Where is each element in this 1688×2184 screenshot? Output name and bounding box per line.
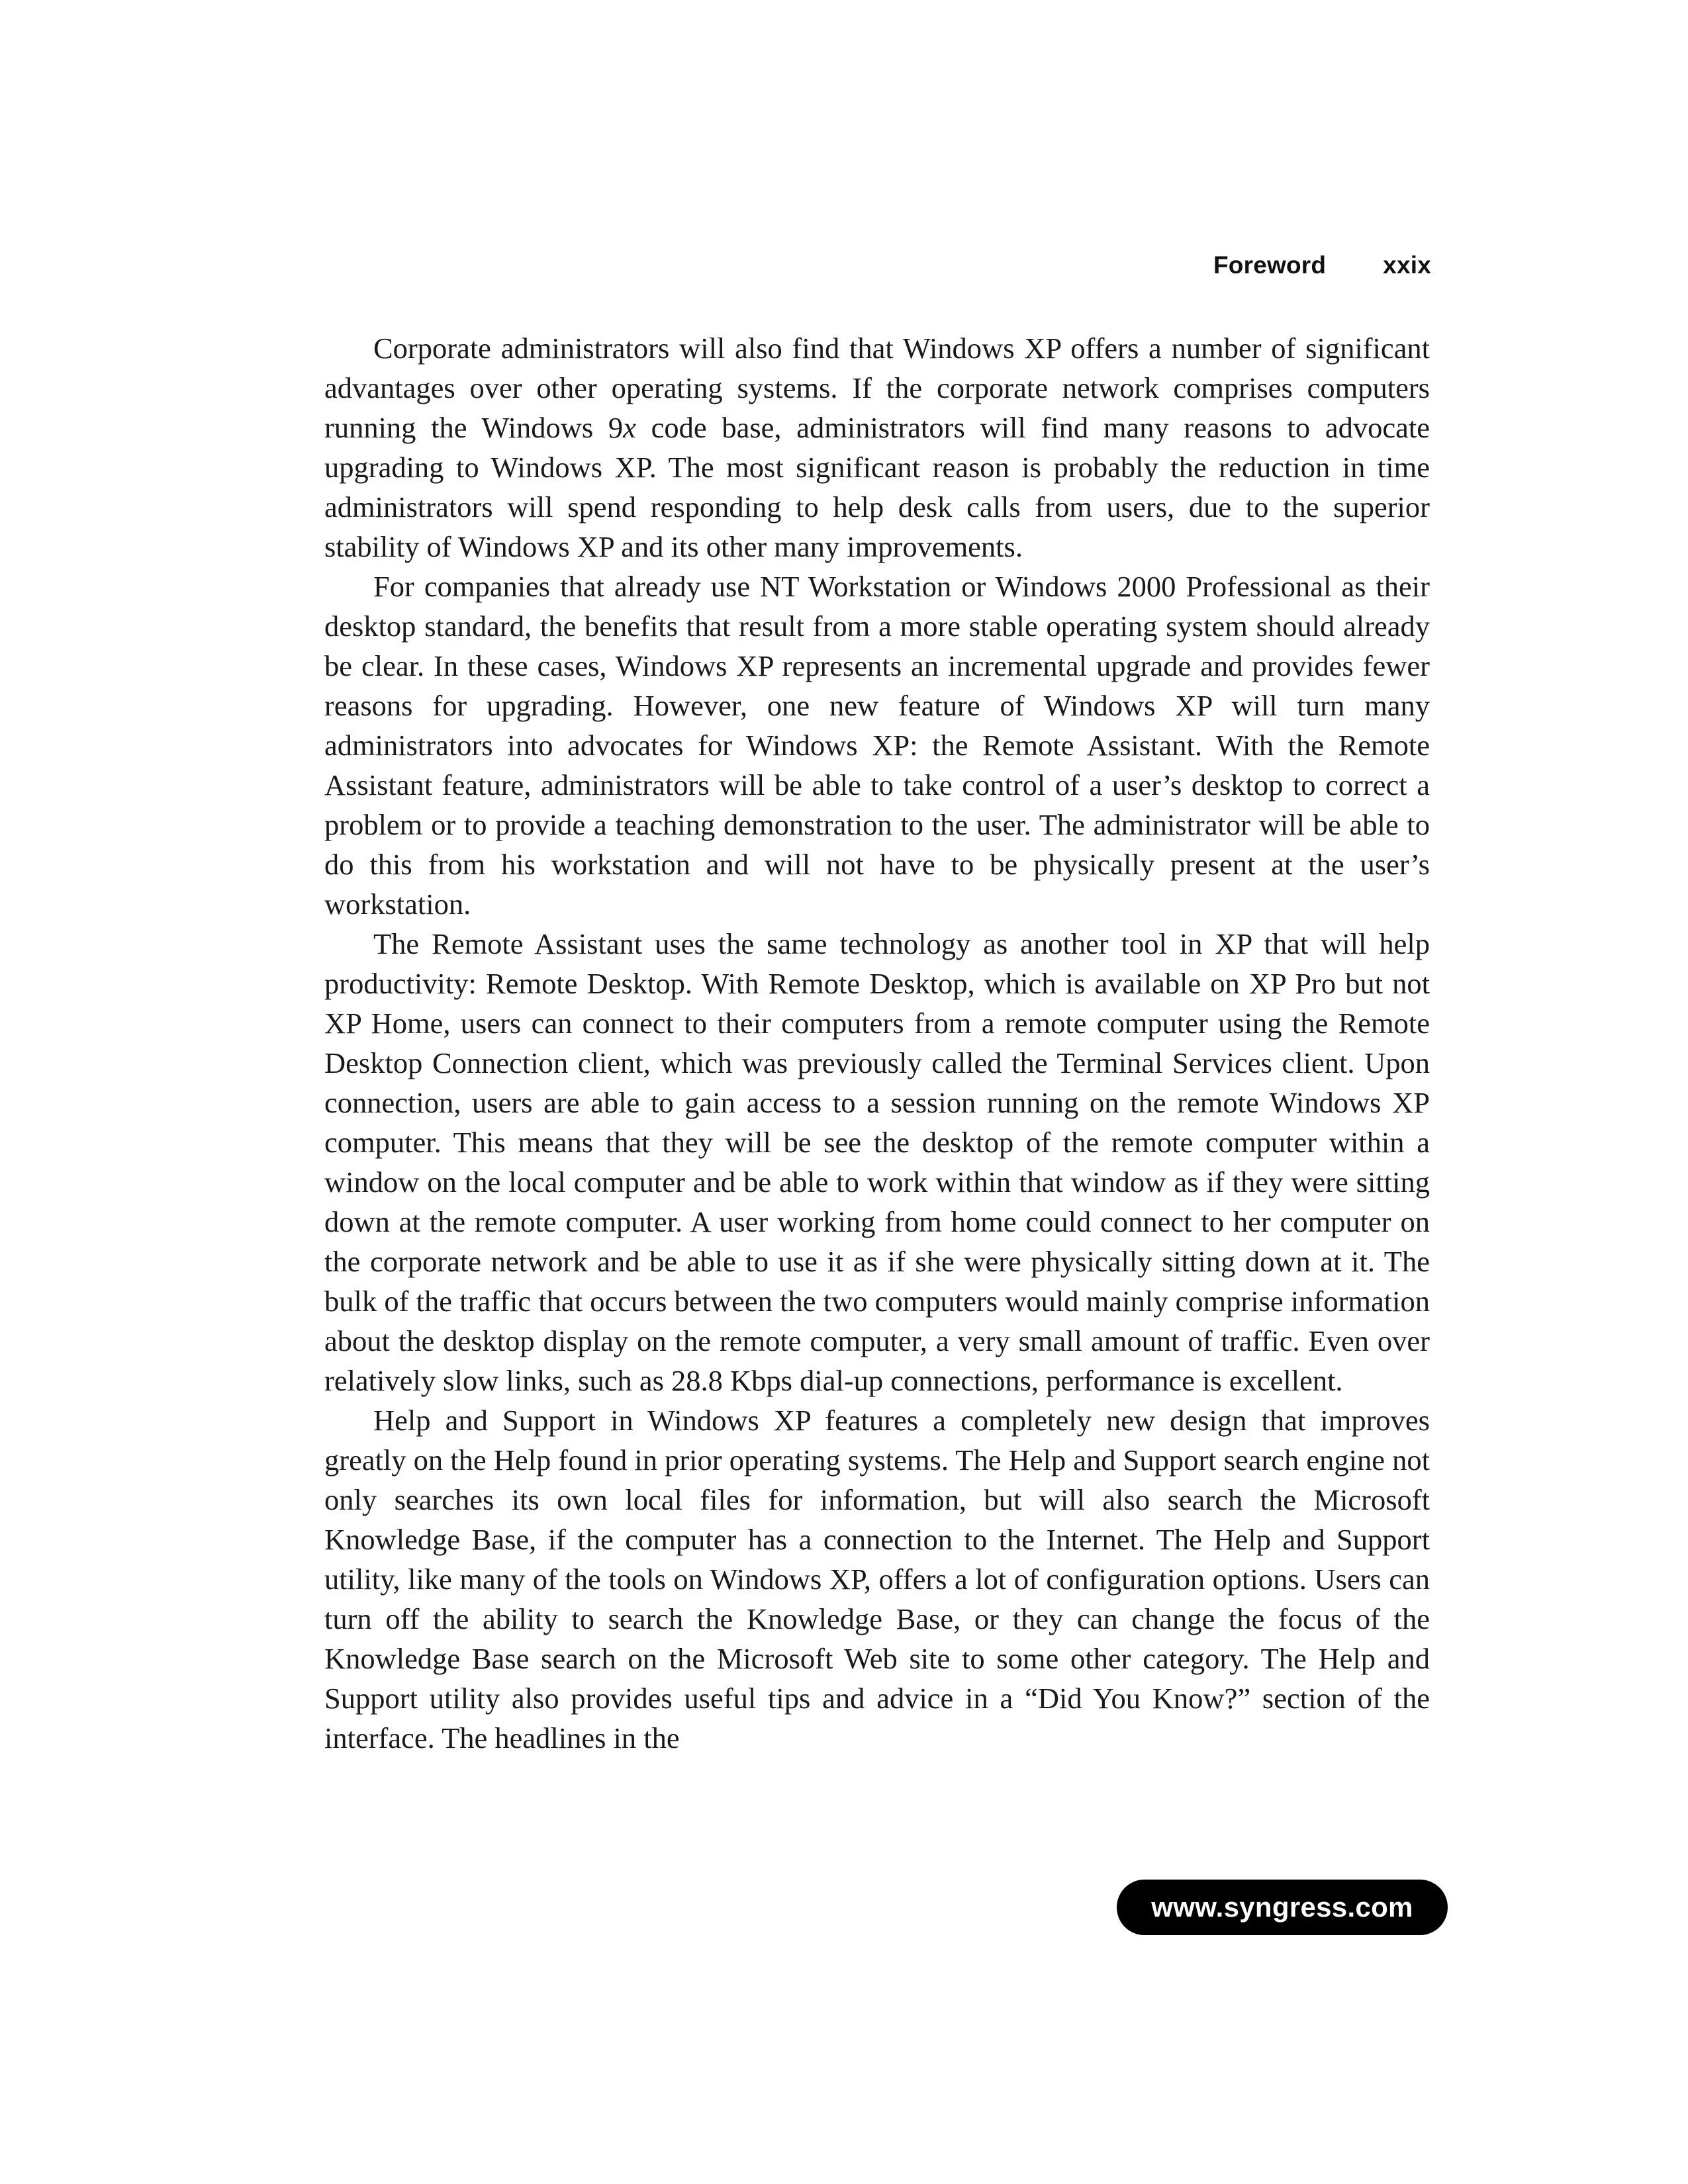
paragraph: Corporate administrators will also find that Windows XP offers a number of significant advantages over other operating systems. If the corporate network comprises computers running the Windows 9x code base, administrators will find many reasons to advocate upgrading to Windows XP. The most significant reason is probably the reduction in time administrators will spend responding to help desk calls from users, due to the superior stability of Windows XP and its other many improvements.	[324, 332, 1430, 563]
running-head	[1213, 251, 1431, 279]
paragraph: Help and Support in Windows XP features a completely new design that improves greatly on the Help found in prior operating systems. The Help and Support search engine not only searches its own local files for information, but will also search the Microsoft Knowledge Base, if the computer has a connection to the Internet. The Help and Support utility, like many of the tools on Windows XP, offers a lot of configuration options. Users can turn off the ability to search the Knowledge Base, or they can change the focus of the Knowledge Base search on the Microsoft Web site to some other category. The Help and Support utility also provides useful tips and advice in a “Did You Know?” section of the interface. The headlines in the	[324, 1404, 1430, 1754]
paragraph: The Remote Assistant uses the same technology as another tool in XP that will help productivity: Remote Desktop. With Remote Desktop, which is available on XP Pro but not XP Home, users can connect to their computers from a remote computer using the Remote Desktop Connection client, which was previously called the Terminal Services client. Upon connection, users are able to gain access to a session running on the remote Windows XP computer. This means that they will be see the desktop of the remote computer within a window on the local computer and be able to work within that window as if they were sitting down at the remote computer. A user working from home could connect to her computer on the corporate network and be able to use it as if she were physically sitting down at it. The bulk of the traffic that occurs between the two computers would mainly comprise information about the desktop display on the remote computer, a very small amount of traffic. Even over relatively slow links, such as 28.8 Kbps dial-up connections, performance is excellent.	[324, 927, 1430, 1397]
publisher-url-badge[interactable]: www.syngress.com	[1117, 1880, 1448, 1935]
body-text	[324, 328, 1430, 1758]
paragraph: For companies that already use NT Workstation or Windows 2000 Professional as their desktop standard, the benefits that result from a more stable operating system should already be clear. In these cases, Windows XP represents an incremental upgrade and provides fewer reasons for upgrading. However, one new feature of Windows XP will turn many administrators into advocates for Windows XP: the Remote Assistant. With the Remote Assistant feature, administrators will be able to take control of a user’s desktop to correct a problem or to provide a teaching demonstration to the user. The administrator will be able to do this from his workstation and will not have to be physically present at the user’s workstation.	[324, 570, 1430, 921]
section-title: Foreword	[1213, 251, 1327, 279]
italic-x: x	[623, 411, 636, 444]
page-number: xxix	[1383, 251, 1431, 279]
